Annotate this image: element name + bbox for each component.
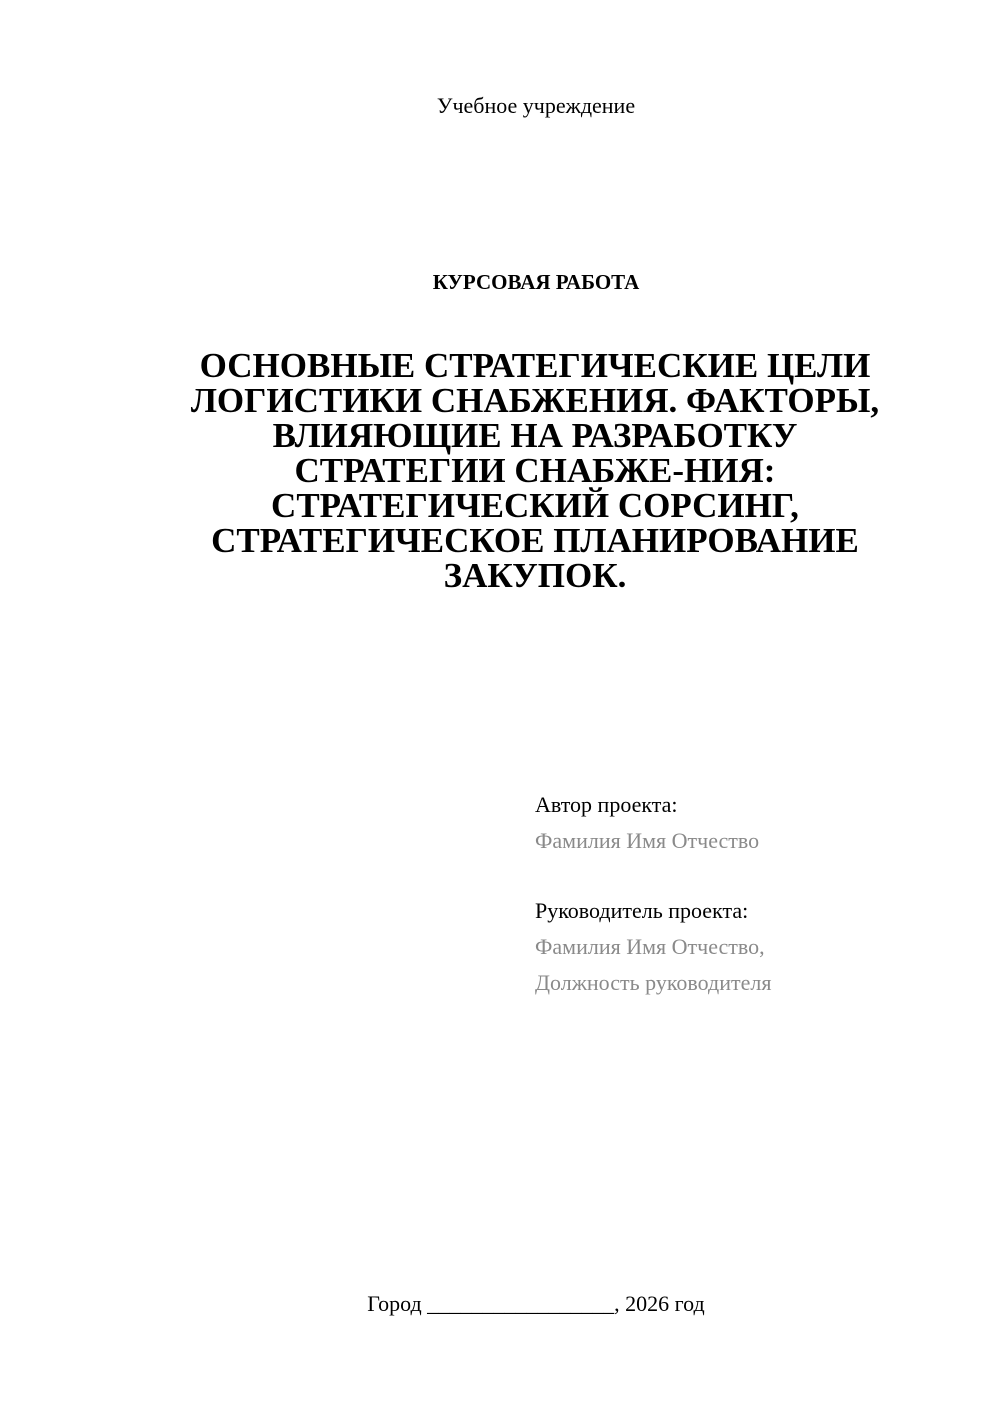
supervisor-name: Фамилия Имя Отчество, xyxy=(535,934,765,959)
institution-name: Учебное учреждение xyxy=(436,93,636,118)
supervisor-block xyxy=(535,893,975,1001)
supervisor-label: Руководитель проекта: xyxy=(535,898,749,923)
author-name: Фамилия Имя Отчество xyxy=(535,828,760,853)
title-line: СТРАТЕГИИ СНАБЖЕ-НИЯ: xyxy=(294,451,776,490)
title-line: ЗАКУПОК. xyxy=(443,556,627,595)
author-block xyxy=(535,787,975,859)
author-label: Автор проекта: xyxy=(535,792,678,817)
supervisor-position: Должность руководителя xyxy=(535,970,772,995)
city-year-line: Город _________________, 2026 год xyxy=(367,1291,705,1316)
title-line: ВЛИЯЮЩИЕ НА РАЗРАБОТКУ xyxy=(272,416,798,455)
title-line: ЛОГИСТИКИ СНАБЖЕНИЯ. ФАКТОРЫ, xyxy=(190,381,880,420)
document-title xyxy=(150,348,920,593)
title-line: СТРАТЕГИЧЕСКИЙ СОРСИНГ, xyxy=(271,486,799,525)
document-type: КУРСОВАЯ РАБОТА xyxy=(432,270,640,294)
title-line: СТРАТЕГИЧЕСКОЕ ПЛАНИРОВАНИЕ xyxy=(211,521,859,560)
title-line: ОСНОВНЫЕ СТРАТЕГИЧЕСКИЕ ЦЕЛИ xyxy=(199,346,871,385)
